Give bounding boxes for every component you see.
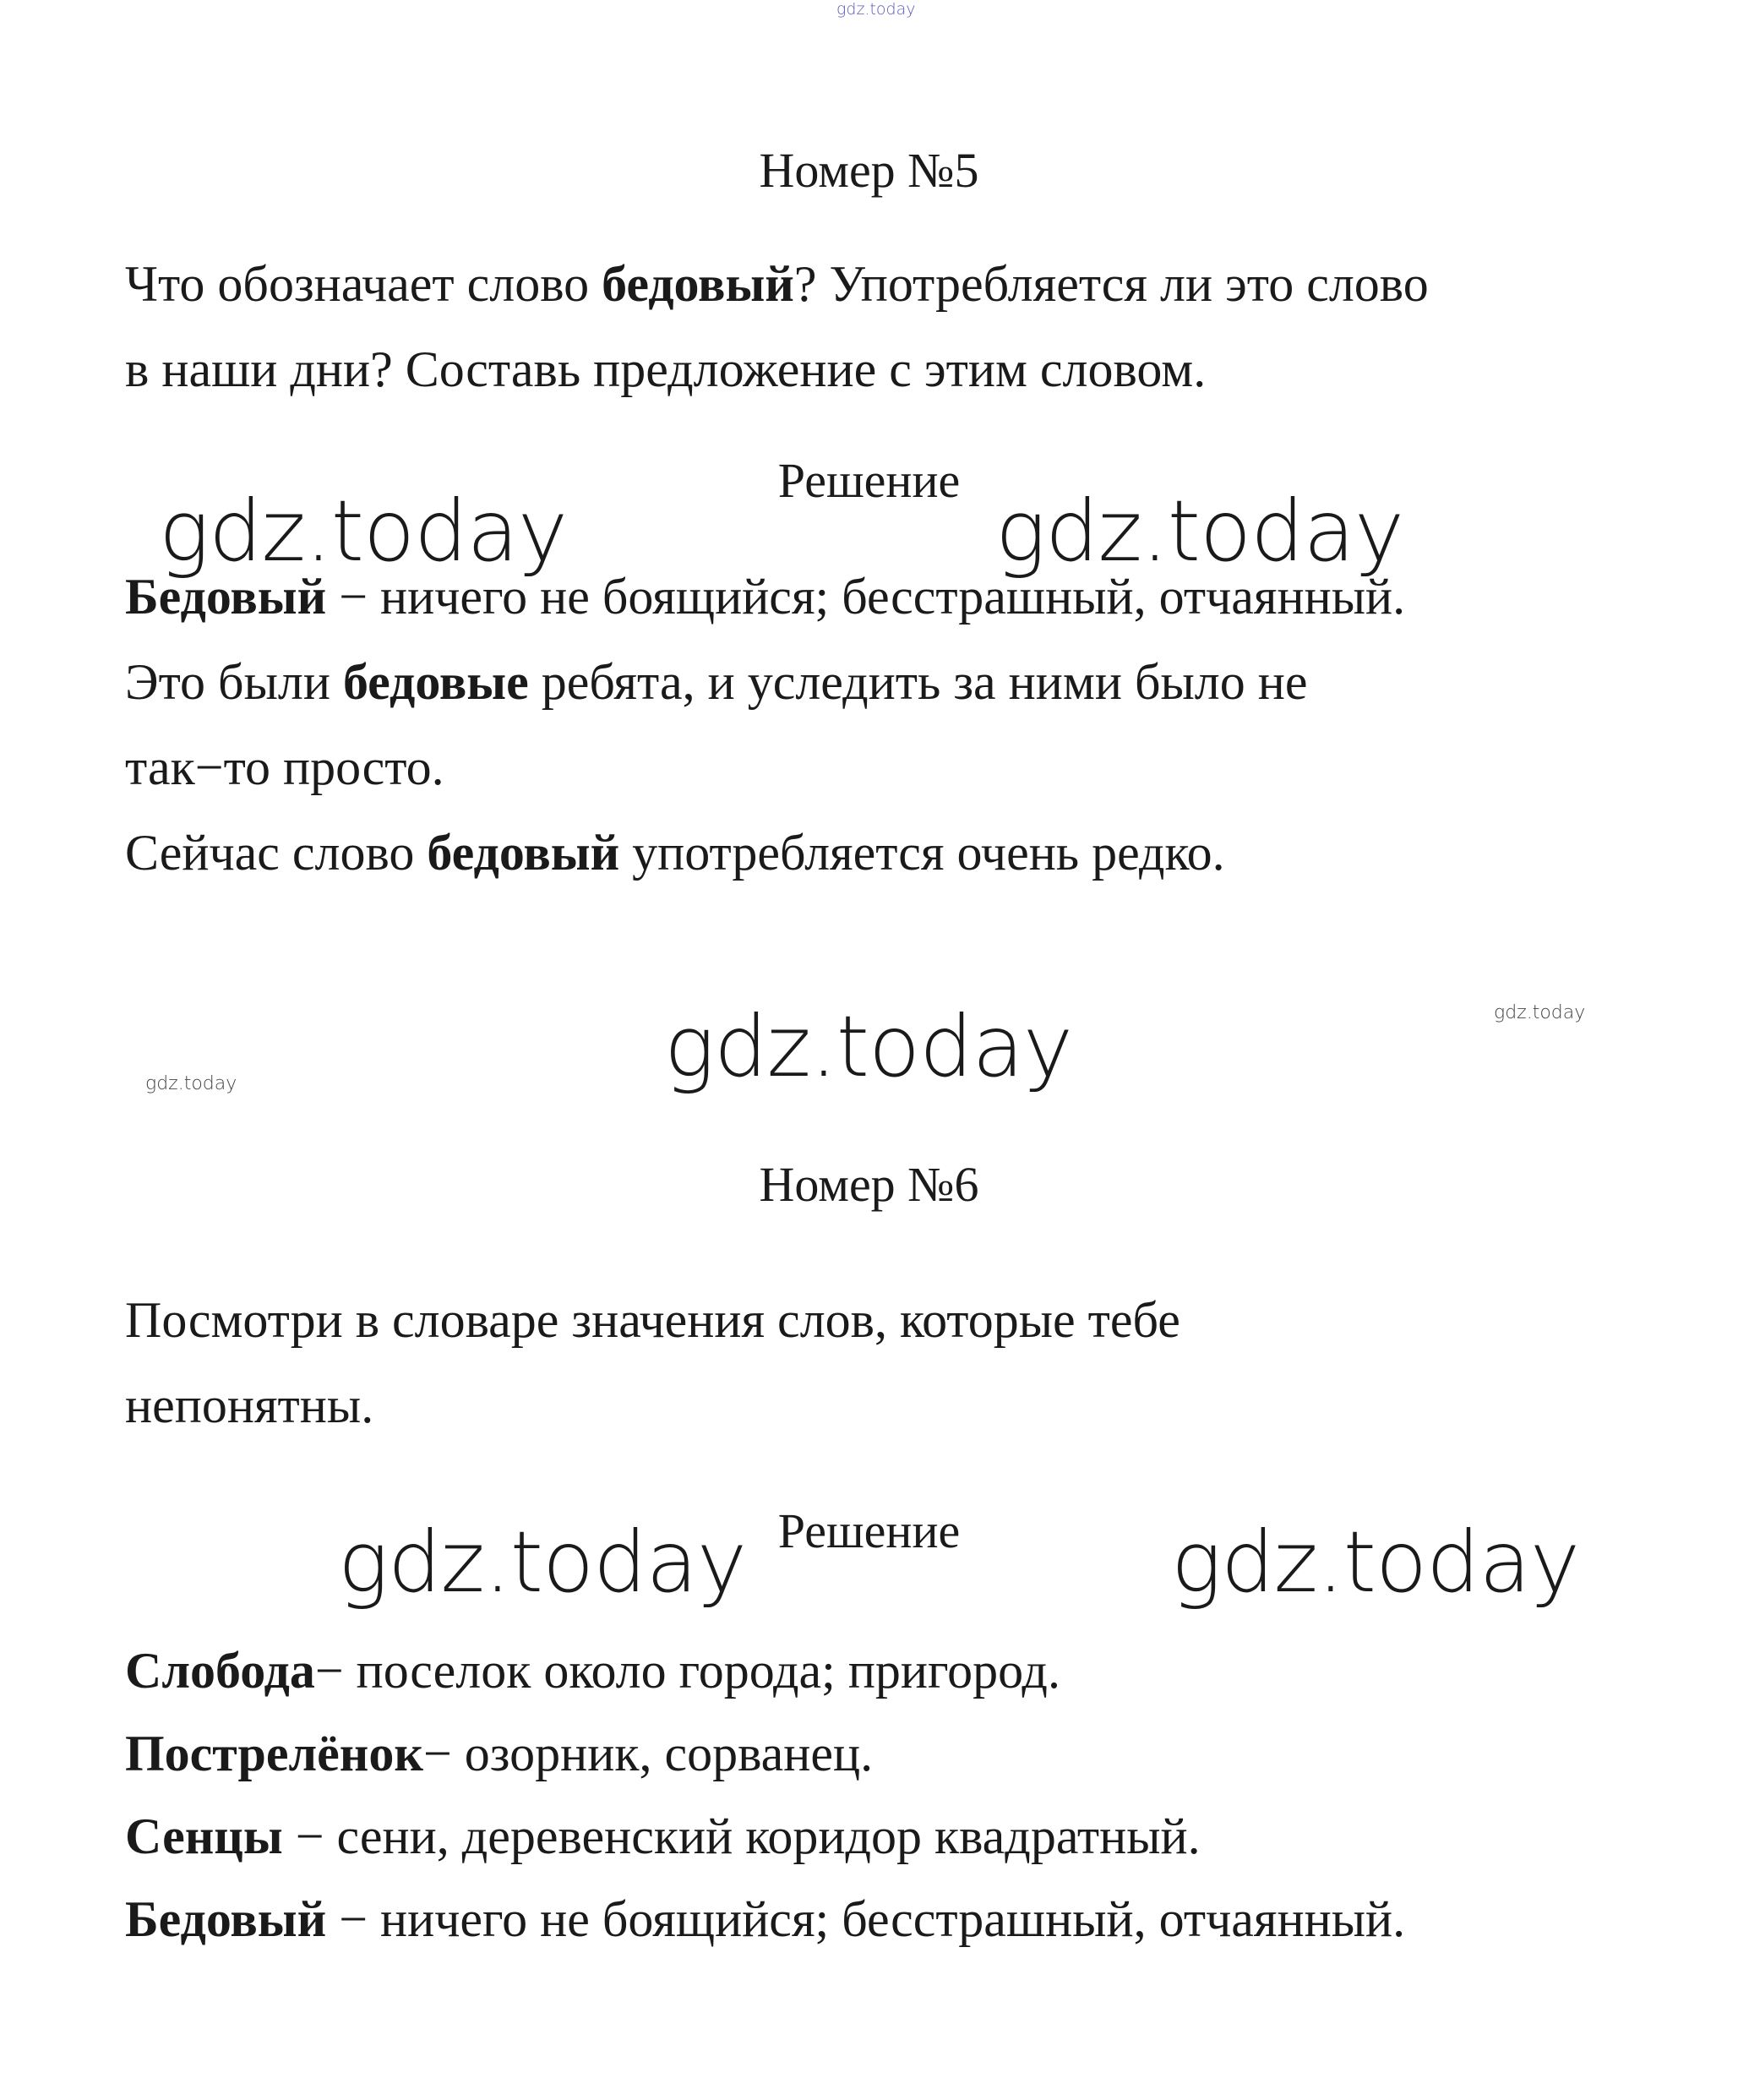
watermark-small: gdz.today bbox=[1494, 1002, 1586, 1023]
definition-line: Слобода− поселок около города; пригород. bbox=[125, 1643, 1060, 1699]
watermark-large: gdz.today bbox=[1171, 1513, 1580, 1612]
example-line: Это были бедовые ребята, и уследить за ними было не bbox=[125, 654, 1308, 710]
question-line: в наши дни? Составь предложение с этим словом. bbox=[125, 341, 1207, 397]
example-line: так−то просто. bbox=[125, 739, 444, 795]
task-6-definitions bbox=[125, 1629, 1663, 1961]
question-line: Что обозначает слово бедовый? Употребляется ли это слово bbox=[125, 256, 1429, 312]
solution-label: Решение bbox=[777, 1503, 961, 1558]
task-6-question bbox=[125, 1278, 1663, 1448]
watermark-large: gdz.today bbox=[995, 482, 1404, 581]
question-line: Посмотри в словаре значения слов, которые тебе bbox=[125, 1292, 1180, 1348]
task-5-question bbox=[125, 242, 1663, 412]
definition-line: Сенцы − сени, деревенский коридор квадратный. bbox=[125, 1808, 1201, 1864]
definition-line: Бедовый − ничего не боящийся; бесстрашный, отчаянный. bbox=[125, 569, 1406, 625]
definition-line: Бедовый − ничего не боящийся; бесстрашный, отчаянный. bbox=[125, 1891, 1406, 1947]
usage-line: Сейчас слово бедовый употребляется очень редко. bbox=[125, 825, 1225, 881]
watermark-top: gdz.today bbox=[836, 0, 916, 19]
watermark-large: gdz.today bbox=[338, 1513, 747, 1612]
watermark-small: gdz.today bbox=[145, 1073, 237, 1094]
solution-label: Решение bbox=[777, 453, 961, 508]
watermark-large: gdz.today bbox=[664, 997, 1073, 1096]
watermark-large: gdz.today bbox=[159, 482, 568, 581]
task-6-title: Номер №6 bbox=[759, 1157, 979, 1212]
task-5-title: Номер №5 bbox=[759, 143, 979, 198]
definition-line: Пострелёнок− озорник, сорванец. bbox=[125, 1726, 874, 1781]
task-5-answer bbox=[125, 554, 1663, 896]
question-line: непонятны. bbox=[125, 1377, 374, 1433]
